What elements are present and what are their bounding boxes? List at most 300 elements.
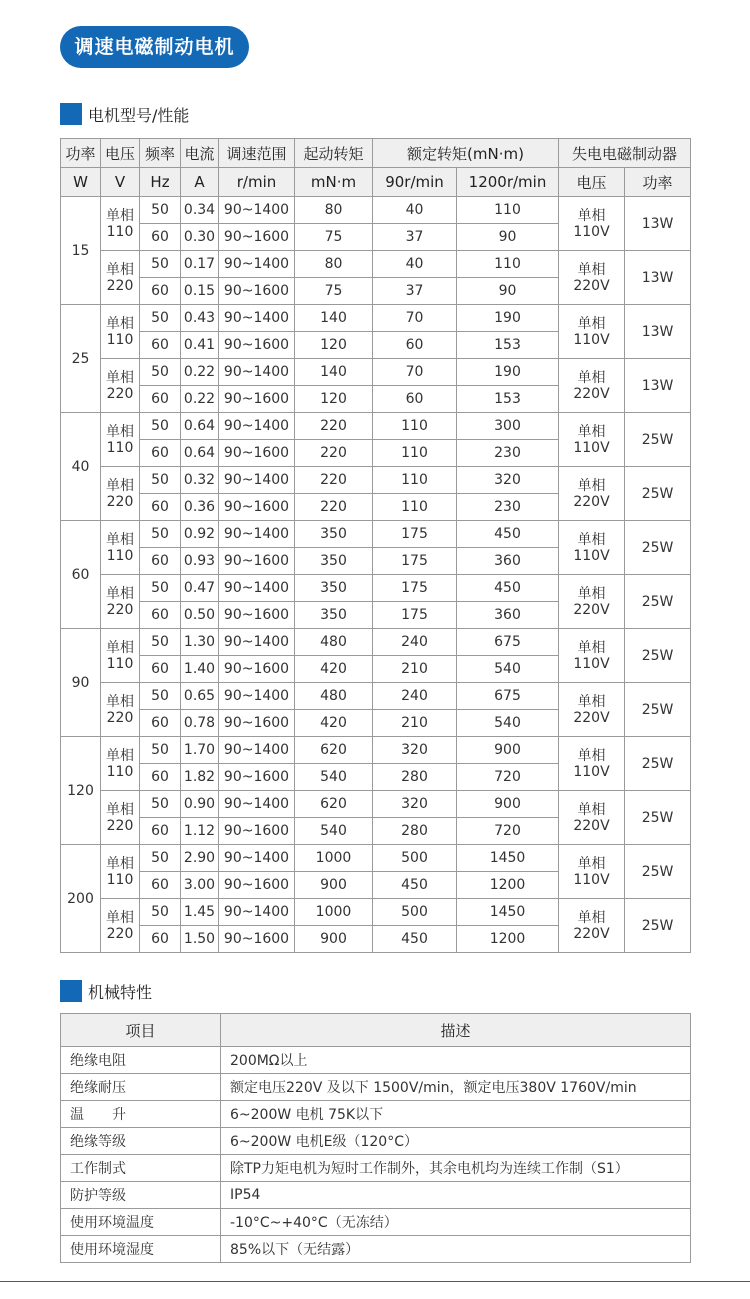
table-cell: 0.34	[181, 197, 219, 224]
brake-power-cell: 25W	[625, 791, 691, 845]
brake-power-cell: 25W	[625, 467, 691, 521]
table-cell: 90~1600	[219, 386, 295, 413]
table-row	[61, 521, 691, 548]
header-cell: 1200r/min	[457, 168, 559, 197]
brake-power-cell: 25W	[625, 845, 691, 899]
brake-voltage-cell-line: 单相	[577, 909, 606, 926]
table-row	[61, 251, 691, 278]
voltage-cell	[101, 899, 140, 953]
table-cell: 420	[295, 656, 373, 683]
header-cell: W	[61, 168, 101, 197]
table-cell: 90~1400	[219, 575, 295, 602]
voltage-cell-line: 单相	[106, 423, 134, 440]
brake-voltage-cell	[559, 899, 625, 953]
item-cell: 绝缘等级	[61, 1128, 221, 1155]
table-cell: 90~1400	[219, 305, 295, 332]
brake-voltage-cell	[559, 737, 625, 791]
table-cell: 720	[457, 818, 559, 845]
brake-voltage-cell-line: 单相	[577, 855, 606, 872]
header-cell: 额定转矩(mN·m)	[373, 139, 559, 168]
header-cell: 90r/min	[373, 168, 457, 197]
table-cell: 0.22	[181, 386, 219, 413]
table-cell: 1.30	[181, 629, 219, 656]
brake-power-cell: 13W	[625, 197, 691, 251]
item-cell: 温 升	[61, 1101, 221, 1128]
table-cell: 320	[457, 467, 559, 494]
table-cell: 60	[140, 926, 181, 953]
header-cell: A	[181, 168, 219, 197]
brake-voltage-cell	[559, 251, 625, 305]
page-title-badge	[60, 26, 249, 68]
brake-voltage-cell	[559, 305, 625, 359]
table-cell: 0.36	[181, 494, 219, 521]
table-cell: 900	[457, 791, 559, 818]
table-cell: 620	[295, 737, 373, 764]
brake-voltage-cell-line: 110V	[573, 547, 610, 564]
brake-voltage-cell	[559, 629, 625, 683]
table-row	[61, 197, 691, 224]
table-cell: 90~1600	[219, 656, 295, 683]
voltage-cell-line: 110	[106, 439, 134, 456]
table-cell: 50	[140, 467, 181, 494]
table-cell: 280	[373, 818, 457, 845]
table-cell: 0.50	[181, 602, 219, 629]
table-cell: 90~1600	[219, 872, 295, 899]
table-cell: 60	[373, 332, 457, 359]
brake-voltage-cell-line: 110V	[573, 763, 610, 780]
table-row	[61, 899, 691, 926]
table-cell: 153	[457, 332, 559, 359]
table-cell: 900	[295, 872, 373, 899]
voltage-cell	[101, 197, 140, 251]
table-row	[61, 1074, 691, 1101]
table-cell: 50	[140, 305, 181, 332]
table-cell: 280	[373, 764, 457, 791]
power-cell: 25	[61, 305, 101, 413]
table-cell: 480	[295, 683, 373, 710]
table-cell: 90~1600	[219, 926, 295, 953]
voltage-cell-line: 单相	[106, 855, 134, 872]
voltage-cell	[101, 251, 140, 305]
table-cell: 0.64	[181, 413, 219, 440]
description-cell: 6~200W 电机 75K以下	[221, 1101, 691, 1128]
section-marker-icon	[60, 103, 82, 125]
table-cell: 50	[140, 359, 181, 386]
table-cell: 500	[373, 845, 457, 872]
header-row	[61, 1014, 691, 1047]
table-cell: 420	[295, 710, 373, 737]
voltage-cell-line: 单相	[106, 477, 134, 494]
table-cell: 210	[373, 710, 457, 737]
table-cell: 110	[373, 467, 457, 494]
table-cell: 350	[295, 548, 373, 575]
brake-voltage-cell-line: 220V	[573, 925, 610, 942]
section-title: 机械特性	[88, 982, 153, 1002]
table-cell: 50	[140, 791, 181, 818]
brake-voltage-cell-line: 单相	[577, 531, 606, 548]
brake-voltage-cell	[559, 359, 625, 413]
brake-voltage-cell-line: 110V	[573, 223, 610, 240]
voltage-cell-line: 单相	[106, 207, 134, 224]
table-cell: 220	[295, 413, 373, 440]
table-row	[61, 1047, 691, 1074]
section-header-mechanical	[60, 979, 152, 1003]
table-cell: 900	[295, 926, 373, 953]
table-cell: 50	[140, 413, 181, 440]
item-cell: 绝缘电阻	[61, 1047, 221, 1074]
table-cell: 110	[373, 413, 457, 440]
table-cell: 0.41	[181, 332, 219, 359]
table-row	[61, 683, 691, 710]
table-cell: 1.82	[181, 764, 219, 791]
description-cell: -10°C~+40°C（无冻结）	[221, 1209, 691, 1236]
brake-power-cell: 13W	[625, 359, 691, 413]
table-cell: 50	[140, 737, 181, 764]
voltage-cell-line: 220	[106, 385, 134, 402]
description-cell: 85%以下（无结露）	[221, 1236, 691, 1263]
table-cell: 210	[373, 656, 457, 683]
table-cell: 75	[295, 278, 373, 305]
table-cell: 675	[457, 683, 559, 710]
brake-voltage-cell	[559, 413, 625, 467]
table-cell: 540	[295, 818, 373, 845]
table-cell: 675	[457, 629, 559, 656]
table-cell: 0.90	[181, 791, 219, 818]
table-cell: 140	[295, 305, 373, 332]
header-cell: 电流	[181, 139, 219, 168]
table-cell: 90	[457, 224, 559, 251]
power-cell: 60	[61, 521, 101, 629]
table-cell: 120	[295, 332, 373, 359]
header-cell: 起动转矩	[295, 139, 373, 168]
table-cell: 90~1600	[219, 332, 295, 359]
table-cell: 1.70	[181, 737, 219, 764]
table-row	[61, 359, 691, 386]
table-cell: 50	[140, 575, 181, 602]
table-cell: 153	[457, 386, 559, 413]
header-cell: 功率	[61, 139, 101, 168]
brake-voltage-cell-line: 单相	[577, 423, 606, 440]
voltage-cell-line: 110	[106, 655, 134, 672]
table-cell: 90~1400	[219, 737, 295, 764]
voltage-cell-line: 220	[106, 601, 134, 618]
table-cell: 0.15	[181, 278, 219, 305]
table-cell: 720	[457, 764, 559, 791]
table-cell: 70	[373, 305, 457, 332]
table-cell: 80	[295, 197, 373, 224]
brake-voltage-cell-line: 220V	[573, 385, 610, 402]
table-cell: 300	[457, 413, 559, 440]
table-cell: 1000	[295, 845, 373, 872]
power-cell: 200	[61, 845, 101, 953]
brake-voltage-cell-line: 220V	[573, 493, 610, 510]
voltage-cell-line: 220	[106, 709, 134, 726]
table-cell: 240	[373, 629, 457, 656]
table-cell: 140	[295, 359, 373, 386]
table-cell: 0.22	[181, 359, 219, 386]
table-cell: 0.92	[181, 521, 219, 548]
page-title: 调速电磁制动电机	[74, 36, 235, 58]
table-row	[61, 1128, 691, 1155]
table-cell: 60	[140, 710, 181, 737]
table-cell: 120	[295, 386, 373, 413]
table-cell: 450	[373, 926, 457, 953]
voltage-cell-line: 单相	[106, 315, 134, 332]
description-cell: 额定电压220V 及以下 1500V/min，额定电压380V 1760V/min	[221, 1074, 691, 1101]
table-cell: 1.12	[181, 818, 219, 845]
table-cell: 90~1400	[219, 683, 295, 710]
table-cell: 540	[295, 764, 373, 791]
voltage-cell	[101, 521, 140, 575]
brake-voltage-cell	[559, 575, 625, 629]
voltage-cell-line: 110	[106, 871, 134, 888]
brake-voltage-cell-line: 单相	[577, 639, 606, 656]
header-cell: 电压	[101, 139, 140, 168]
brake-voltage-cell-line: 单相	[577, 585, 606, 602]
table-cell: 1200	[457, 926, 559, 953]
table-cell: 1450	[457, 899, 559, 926]
table-cell: 540	[457, 656, 559, 683]
power-cell: 15	[61, 197, 101, 305]
table-cell: 60	[140, 440, 181, 467]
table-cell: 220	[295, 494, 373, 521]
table-cell: 1.40	[181, 656, 219, 683]
brake-voltage-cell-line: 110V	[573, 655, 610, 672]
table-row	[61, 1155, 691, 1182]
table-cell: 50	[140, 197, 181, 224]
brake-voltage-cell-line: 单相	[577, 369, 606, 386]
brake-power-cell: 25W	[625, 629, 691, 683]
table-cell: 175	[373, 521, 457, 548]
table-cell: 60	[140, 818, 181, 845]
item-cell: 绝缘耐压	[61, 1074, 221, 1101]
table-cell: 350	[295, 602, 373, 629]
table-row	[61, 1236, 691, 1263]
table-cell: 60	[140, 548, 181, 575]
table-cell: 175	[373, 602, 457, 629]
table-cell: 90~1400	[219, 521, 295, 548]
table-cell: 90~1400	[219, 413, 295, 440]
table-cell: 620	[295, 791, 373, 818]
table-cell: 90~1600	[219, 602, 295, 629]
table-cell: 60	[140, 494, 181, 521]
voltage-cell-line: 单相	[106, 369, 134, 386]
table-row	[61, 1101, 691, 1128]
table-cell: 60	[140, 872, 181, 899]
table-cell: 90	[457, 278, 559, 305]
table-cell: 60	[140, 602, 181, 629]
item-cell: 工作制式	[61, 1155, 221, 1182]
header-row-2	[61, 168, 691, 197]
table-cell: 0.65	[181, 683, 219, 710]
voltage-cell-line: 单相	[106, 909, 134, 926]
table-cell: 90~1400	[219, 251, 295, 278]
table-cell: 50	[140, 629, 181, 656]
table-cell: 90~1600	[219, 548, 295, 575]
brake-power-cell: 25W	[625, 683, 691, 737]
voltage-cell-line: 220	[106, 277, 134, 294]
brake-voltage-cell-line: 220V	[573, 601, 610, 618]
brake-power-cell: 25W	[625, 575, 691, 629]
voltage-cell	[101, 467, 140, 521]
brake-power-cell: 25W	[625, 413, 691, 467]
header-cell: 描述	[221, 1014, 691, 1047]
table-cell: 90~1600	[219, 764, 295, 791]
performance-table	[60, 138, 691, 953]
table-cell: 230	[457, 440, 559, 467]
table-cell: 540	[457, 710, 559, 737]
table-cell: 350	[295, 521, 373, 548]
brake-voltage-cell-line: 110V	[573, 439, 610, 456]
section-header-performance	[60, 102, 189, 126]
voltage-cell	[101, 629, 140, 683]
table-cell: 60	[140, 224, 181, 251]
table-cell: 175	[373, 575, 457, 602]
description-cell: 6~200W 电机E级（120°C）	[221, 1128, 691, 1155]
table-cell: 90~1600	[219, 278, 295, 305]
table-cell: 60	[140, 386, 181, 413]
table-cell: 450	[373, 872, 457, 899]
table-cell: 50	[140, 899, 181, 926]
table-row	[61, 1209, 691, 1236]
table-cell: 500	[373, 899, 457, 926]
header-cell: V	[101, 168, 140, 197]
table-cell: 90~1600	[219, 710, 295, 737]
table-row	[61, 413, 691, 440]
brake-voltage-cell-line: 220V	[573, 709, 610, 726]
brake-voltage-cell-line: 220V	[573, 817, 610, 834]
table-cell: 190	[457, 305, 559, 332]
table-cell: 2.90	[181, 845, 219, 872]
table-cell: 320	[373, 737, 457, 764]
table-cell: 90~1400	[219, 845, 295, 872]
table-cell: 90~1400	[219, 899, 295, 926]
table-cell: 240	[373, 683, 457, 710]
table-cell: 1450	[457, 845, 559, 872]
voltage-cell	[101, 305, 140, 359]
table-cell: 110	[373, 440, 457, 467]
table-cell: 37	[373, 224, 457, 251]
table-cell: 230	[457, 494, 559, 521]
table-cell: 75	[295, 224, 373, 251]
table-cell: 90~1400	[219, 197, 295, 224]
table-cell: 0.17	[181, 251, 219, 278]
voltage-cell-line: 单相	[106, 639, 134, 656]
table-cell: 0.47	[181, 575, 219, 602]
table-cell: 220	[295, 440, 373, 467]
table-cell: 90~1400	[219, 629, 295, 656]
brake-power-cell: 13W	[625, 251, 691, 305]
voltage-cell-line: 220	[106, 493, 134, 510]
power-cell: 90	[61, 629, 101, 737]
header-row-1	[61, 139, 691, 168]
table-cell: 90~1600	[219, 224, 295, 251]
table-cell: 37	[373, 278, 457, 305]
table-cell: 1200	[457, 872, 559, 899]
table-row	[61, 1182, 691, 1209]
table-cell: 110	[457, 197, 559, 224]
table-cell: 450	[457, 575, 559, 602]
brake-power-cell: 25W	[625, 521, 691, 575]
table-cell: 60	[140, 278, 181, 305]
voltage-cell-line: 220	[106, 925, 134, 942]
header-cell: 电压	[559, 168, 625, 197]
section-title: 电机型号/性能	[88, 105, 190, 125]
table-cell: 360	[457, 548, 559, 575]
header-cell: r/min	[219, 168, 295, 197]
table-row	[61, 629, 691, 656]
table-row	[61, 791, 691, 818]
description-cell: 200MΩ以上	[221, 1047, 691, 1074]
table-cell: 40	[373, 251, 457, 278]
brake-voltage-cell-line: 单相	[577, 261, 606, 278]
brake-power-cell: 25W	[625, 899, 691, 953]
table-cell: 90~1400	[219, 791, 295, 818]
table-cell: 50	[140, 251, 181, 278]
brake-voltage-cell	[559, 467, 625, 521]
table-cell: 1000	[295, 899, 373, 926]
voltage-cell-line: 单相	[106, 801, 134, 818]
table-cell: 0.43	[181, 305, 219, 332]
table-cell: 450	[457, 521, 559, 548]
brake-voltage-cell	[559, 845, 625, 899]
power-cell: 120	[61, 737, 101, 845]
voltage-cell	[101, 359, 140, 413]
voltage-cell-line: 单相	[106, 585, 134, 602]
brake-power-cell: 25W	[625, 737, 691, 791]
table-cell: 50	[140, 683, 181, 710]
item-cell: 使用环境湿度	[61, 1236, 221, 1263]
table-cell: 90~1600	[219, 440, 295, 467]
table-row	[61, 845, 691, 872]
voltage-cell-line: 220	[106, 817, 134, 834]
brake-voltage-cell-line: 110V	[573, 871, 610, 888]
table-cell: 70	[373, 359, 457, 386]
table-cell: 0.64	[181, 440, 219, 467]
brake-voltage-cell	[559, 521, 625, 575]
table-cell: 50	[140, 521, 181, 548]
table-cell: 360	[457, 602, 559, 629]
header-cell: 调速范围	[219, 139, 295, 168]
brake-voltage-cell	[559, 683, 625, 737]
mechanical-table	[60, 1013, 691, 1263]
brake-voltage-cell-line: 单相	[577, 207, 606, 224]
table-cell: 0.32	[181, 467, 219, 494]
table-cell: 60	[140, 764, 181, 791]
section-marker-icon	[60, 980, 82, 1002]
brake-voltage-cell-line: 220V	[573, 277, 610, 294]
table-row	[61, 467, 691, 494]
table-cell: 220	[295, 467, 373, 494]
table-cell: 90~1400	[219, 359, 295, 386]
header-cell: 失电电磁制动器	[559, 139, 691, 168]
table-cell: 60	[140, 332, 181, 359]
brake-power-cell: 13W	[625, 305, 691, 359]
header-cell: Hz	[140, 168, 181, 197]
table-row	[61, 737, 691, 764]
description-cell: 除TP力矩电机为短时工作制外，其余电机均为连续工作制（S1）	[221, 1155, 691, 1182]
mechanical-table-body	[61, 1047, 691, 1263]
table-row	[61, 305, 691, 332]
brake-voltage-cell-line: 110V	[573, 331, 610, 348]
brake-voltage-cell-line: 单相	[577, 477, 606, 494]
table-cell: 175	[373, 548, 457, 575]
voltage-cell-line: 单相	[106, 693, 134, 710]
table-cell: 40	[373, 197, 457, 224]
table-cell: 1.50	[181, 926, 219, 953]
header-cell: 频率	[140, 139, 181, 168]
item-cell: 使用环境温度	[61, 1209, 221, 1236]
